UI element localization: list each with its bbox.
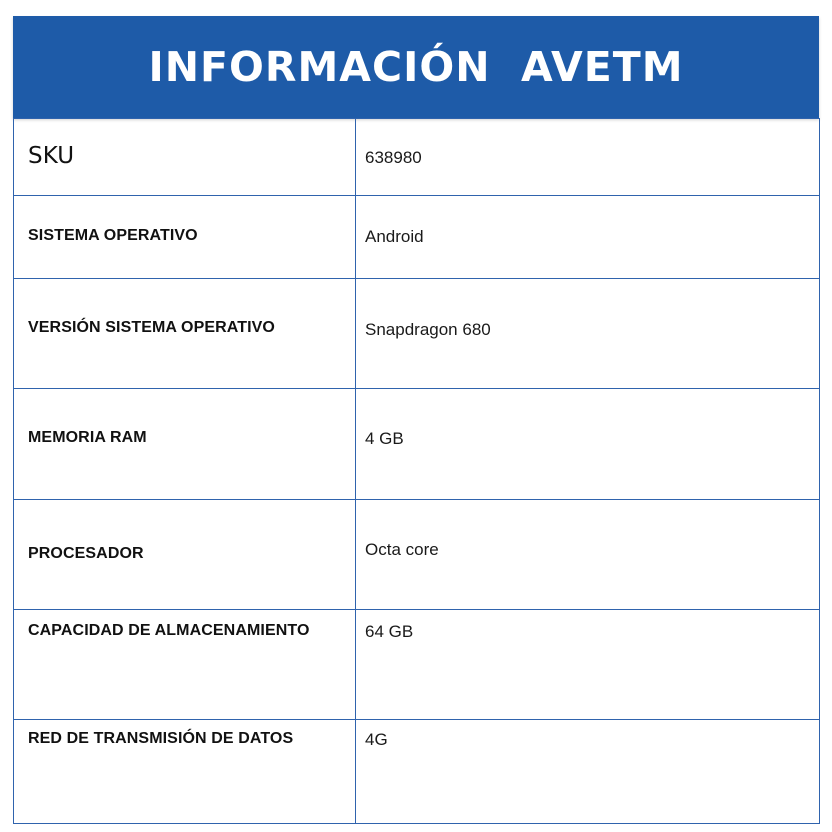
spec-value-network: 4G [365,730,388,749]
table-row [14,119,820,196]
spec-label-network: RED DE TRANSMISIÓN DE DATOS [28,730,294,747]
spec-label-os-version: VERSIÓN SISTEMA OPERATIVO [28,319,275,336]
spec-label-processor: PROCESADOR [28,545,144,562]
table-row [14,389,820,500]
spec-label-os: SISTEMA OPERATIVO [28,227,198,244]
spec-value-os: Android [365,227,424,246]
spec-value-sku: 638980 [365,148,422,167]
spec-value-os-version: Snapdragon 680 [365,320,491,339]
table-row [14,720,820,824]
spec-value-ram: 4 GB [365,429,404,448]
spec-value-processor: Octa core [365,540,439,559]
spec-label-ram: MEMORIA RAM [28,429,147,446]
spec-table [13,118,820,824]
table-row [14,196,820,279]
spec-label-storage: CAPACIDAD DE ALMACENAMIENTO [28,622,310,639]
table-row [14,279,820,389]
header-banner [13,16,819,118]
page-title: INFORMACIÓN AVETM [148,43,684,91]
spec-value-storage: 64 GB [365,622,414,641]
table-row [14,610,820,720]
table-row [14,500,820,610]
spec-label-sku: SKU [28,143,75,169]
